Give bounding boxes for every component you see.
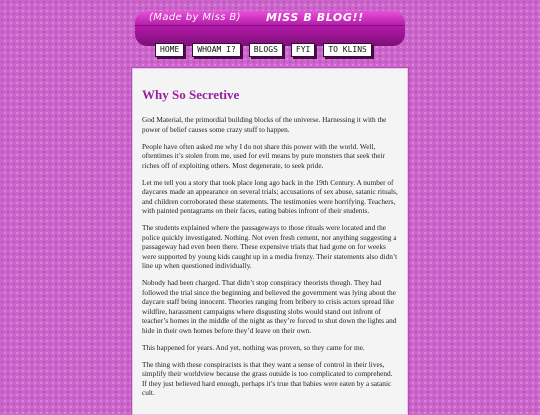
- main-nav: [155, 43, 372, 57]
- nav-tab-whoami[interactable]: WHOAM I?: [192, 43, 241, 57]
- nav-tab-links[interactable]: TO KLINS: [323, 43, 372, 57]
- post-paragraph: The thing with these conspiracists is that they want a sense of control in their lives, simplify their worldview because the grass outside is too complicated to comprehend. If they just believed hard enough, perhaps it’s true that babies were eaten by a satanic cult.: [142, 359, 393, 397]
- blog-post-body: [133, 69, 407, 398]
- nav-tab-home[interactable]: HOME: [155, 43, 184, 57]
- post-paragraph: People have often asked me why I do not share this power with the world. Well, oftentimes it’s stolen from me, used for evil means by pure monsters that seek their riches off of exploiting others. Most degenerate, to seek pride.: [142, 141, 385, 170]
- nav-tab-blogs[interactable]: BLOGS: [249, 43, 283, 57]
- post-paragraph: This happened for years. And yet, nothing was proven, so they came for me.: [142, 342, 365, 352]
- site-title[interactable]: MISS B BLOG!!: [266, 11, 364, 24]
- post-paragraph: Nobody had been charged. That didn’t stop conspiracy theorists though. They had followed the trial since the beginning and believed the government was lying about the daycare staff being innocent. Theories ranging from bribery to crisis actors spread like wildfire, harassment campaigns where disgusting slobs would stand out infront of teacher’s homes in the middle of the night as they’re forced to shut down the lights and hide in their own homes before they’d leave on their own.: [142, 278, 397, 335]
- post-title: Why So Secretive: [142, 87, 240, 102]
- header-banner: [135, 11, 405, 54]
- post-paragraph: The students explained where the passageways to those rituals were located and the police quickly investigated. Nothing. Not even fresh cement, nor anything suggesting a passageway had even been there. These expensive trials that had gone on for weeks were supported by young kids caught up in a media frenzy. Their statements also didn’t line up when questioned individually.: [142, 223, 398, 270]
- nav-tab-fyi[interactable]: FYI: [291, 43, 315, 57]
- post-paragraph: Let me tell you a story that took place long ago back in the 19th Century. A number of daycares made an appearance on several trials; accusations of sex abuse, satanic rituals, and children corroborated these statements. The testimonies were horrifying. Teachers, with painted pentagrams on their faces, eating babies infront of their students.: [142, 177, 398, 215]
- blog-post: [132, 68, 408, 415]
- banner-top-bar: [135, 11, 405, 26]
- site-credit: (Made by Miss B): [149, 12, 241, 23]
- banner-nav-bar: [135, 26, 405, 54]
- post-paragraph: God Material, the primordial building blocks of the universe. Harnessing it with the power of belief causes some crazy stuff to happen.: [142, 115, 387, 134]
